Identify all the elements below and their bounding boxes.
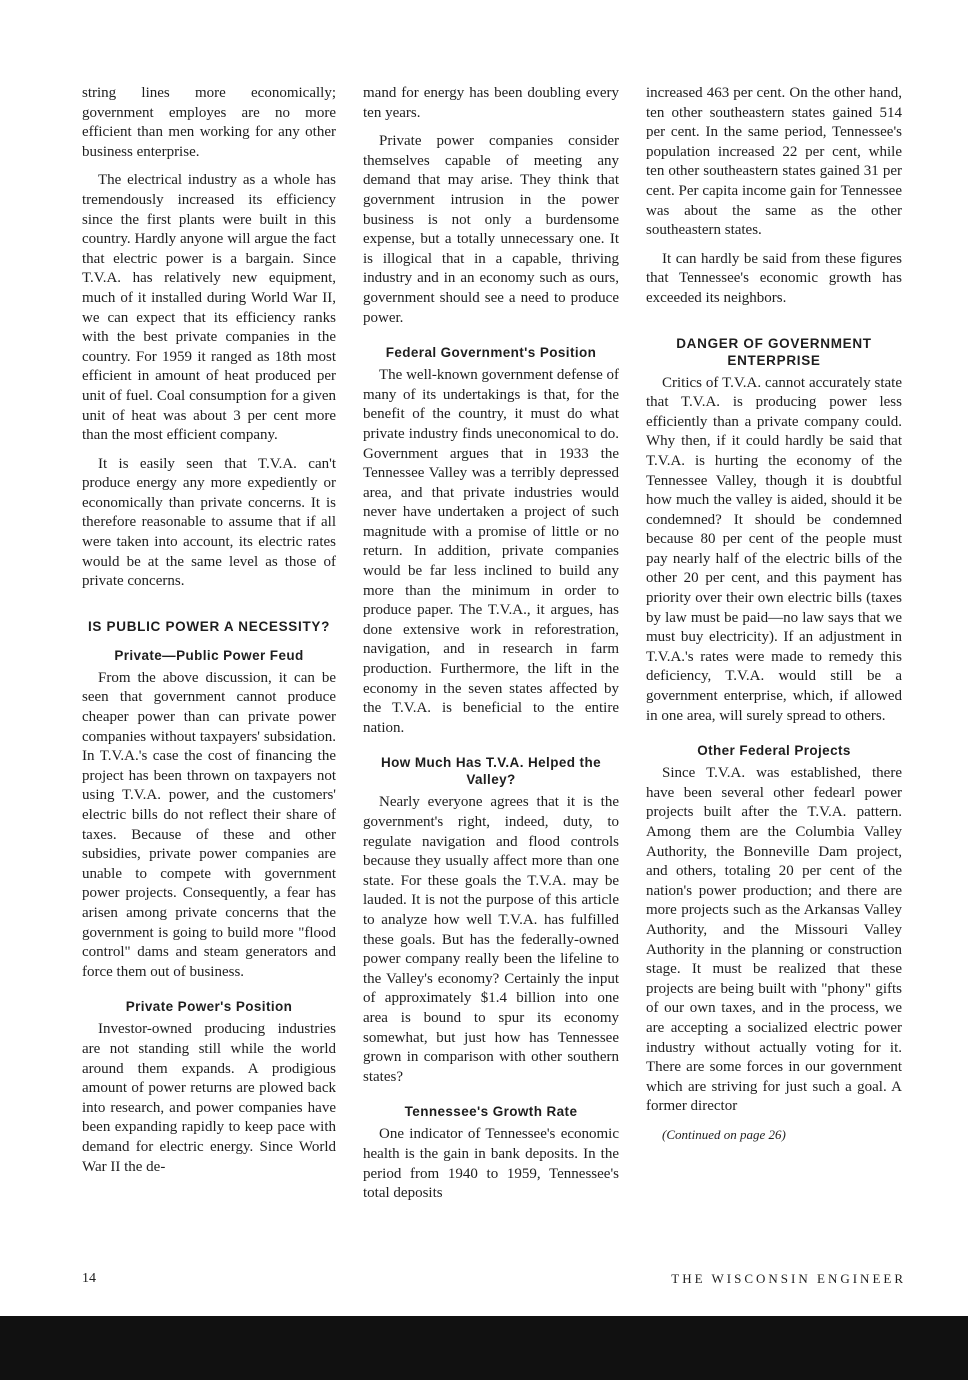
subsection-heading: Federal Government's Position [385, 345, 597, 361]
paragraph: Since T.V.A. was established, there have been several other fedearl power projects built after the T.V.A. pattern. Among them are the Columbia Valley Authority, the Bonneville Dam project, and others, totaling 20 per cent of the nation's power production; and there are more projects such as the Arkansas Valley Authority, and the Missouri Valley Authority in the planning or construction stage. It must be realized that these projects are being built with "phony" gifts of our own taxes, and in the process, we are accepting a socialized electric power industry without actually voting for it. There are some forces in our government which are striving for just such a goal. A former director [646, 765, 902, 1115]
subsection-heading: Private—Public Power Feud [114, 647, 304, 663]
section-heading: IS PUBLIC POWER A NECESSITY? [87, 618, 331, 634]
subsection-heading: Tennessee's Growth Rate [404, 1104, 578, 1120]
scan-border [0, 1316, 968, 1380]
paragraph: Investor-owned producing industries are not standing still while the world around them expands. A prodigious amount of power returns are plowed back into research, and power companies have been expanding rapidly to keep pace with demand for electric energy. Since World War II the de- [82, 1021, 336, 1175]
paragraph: Nearly everyone agrees that it is the government's right, indeed, duty, to regulate navigation and flood controls because they usually affect more than one state. For these goals the T.V.A. may be lauded. It is not the purpose of this article to analyze how well T.V.A. has fulfilled these goals. But has the federally-owned power company really been the lifeline to the Valley's economy? Certainly the input of approximately $1.4 billion into one area is bound to spur its economy somewhat, but just how has Tennessee grown in comparison with other southern states? [363, 794, 619, 1085]
paragraph: Private power companies consider themselves capable of meeting any demand that may arise. They think that government intrusion in the power business is not only a burdensome expense, but a totally unnecessary one. It is illogical that in a capable, thriving industry and in an economy such as ours, government should see a need to produce power. [363, 133, 619, 326]
paragraph: The electrical industry as a whole has tremendously increased its efficiency since the first plants were built in this country. Hardly anyone will argue the fact that electric power is a bargain. Since T.V.A. has relatively new equipment, much of it installed during World War II, we can expect that its efficiency ranks with the best private companies in the country. For 1959 it ranged as 18th most efficient in amount of heat produced per unit of fuel. Coal consumption for a given unit of heat was about 3 per cent more than the most efficient company. [82, 172, 336, 444]
section-heading: DANGER OF GOVERNMENT ENTERPRISE [676, 335, 872, 368]
column-1 [82, 84, 336, 1186]
paragraph: string lines more economically; government employes are no more efficient than men working for any other business enterprise. [82, 85, 336, 160]
paragraph: increased 463 per cent. On the other hand, ten other southeastern states gained 514 per cent. In the same period, Tennessee's population increased 22 per cent, while ten other southeastern states gained 31 per cent. Per capita income gain for Tennessee was about the same as the other southeastern states. [646, 85, 902, 239]
paragraph: Critics of T.V.A. cannot accurately state that T.V.A. is producing power less efficiently than a private company could. Why then, if it could hardly be said that T.V.A. is hurting the economy of the Tennessee Valley, though it is doubtful how much the valley is aided, should it be condemned? It should be condemned because 80 per cent of the people must pay nearly half of the electric bills of the other 20 per cent, and this payment has priority over their own electric bills (taxes by law must be paid—no law says that we must buy electricity). If an adjustment in T.V.A.'s rates were made to remedy this deficiency, T.V.A. would still be a government enterprise, which, if allowed in one area, will surely spread to others. [646, 374, 902, 724]
paragraph: mand for energy has been doubling every ten years. [363, 85, 619, 121]
column-2 [363, 84, 619, 1213]
subsection-heading: Other Federal Projects [697, 743, 851, 759]
paragraph: One indicator of Tennessee's economic health is the gain in bank deposits. In the period from 1940 to 1959, Tennessee's total deposits [363, 1126, 619, 1202]
column-3 [646, 84, 902, 1152]
continued-note: (Continued on page 26) [662, 1126, 786, 1142]
subsection-heading: How Much Has T.V.A. Helped the Valley? [380, 755, 602, 788]
magazine-title: THE WISCONSIN ENGINEER [671, 1271, 906, 1286]
paragraph: From the above discussion, it can be seen that government cannot produce cheaper power than can private power companies without taxpayers' subsidation. In T.V.A.'s case the cost of financing the project has been thrown on taxpayers not using T.V.A. power, and the customers' electric bills do not reflect their share of taxes. Because of these and other subsidies, private power companies are unable to compete with government power projects. Consequently, a fear has arisen among private concerns that the government is going to build more "flood control" dams and steam generators and force them out of business. [82, 669, 336, 980]
page-number: 14 [82, 1271, 96, 1286]
paragraph: The well-known government defense of many of its undertakings is that, for the benefit of the country, it must do what private industry finds uneconomical to do. Government argues that in 1933 the Tennessee Valley was a terribly depressed area, and that private industries would never have undertaken a project of such magnitude with a promise of little or no return. In addition, private companies would be far less inclined to build any more than the minimum in order to produce paper. The T.V.A., it argues, has done extensive work in reforestration, navigation, and in research in farm production. Furthermore, the lift in the economy in the seven states affected by the T.V.A. is beneficial to the entire nation. [363, 367, 619, 736]
paragraph: It is easily seen that T.V.A. can't produce energy any more expediently or economically than private concerns. It is therefore reasonable to assume that if all were taken into account, its electric rates would be at the same level as those of private concerns. [82, 455, 336, 590]
subsection-heading: Private Power's Position [125, 999, 293, 1015]
paragraph: It can hardly be said from these figures that Tennessee's economic growth has exceeded its neighbors. [646, 250, 902, 306]
